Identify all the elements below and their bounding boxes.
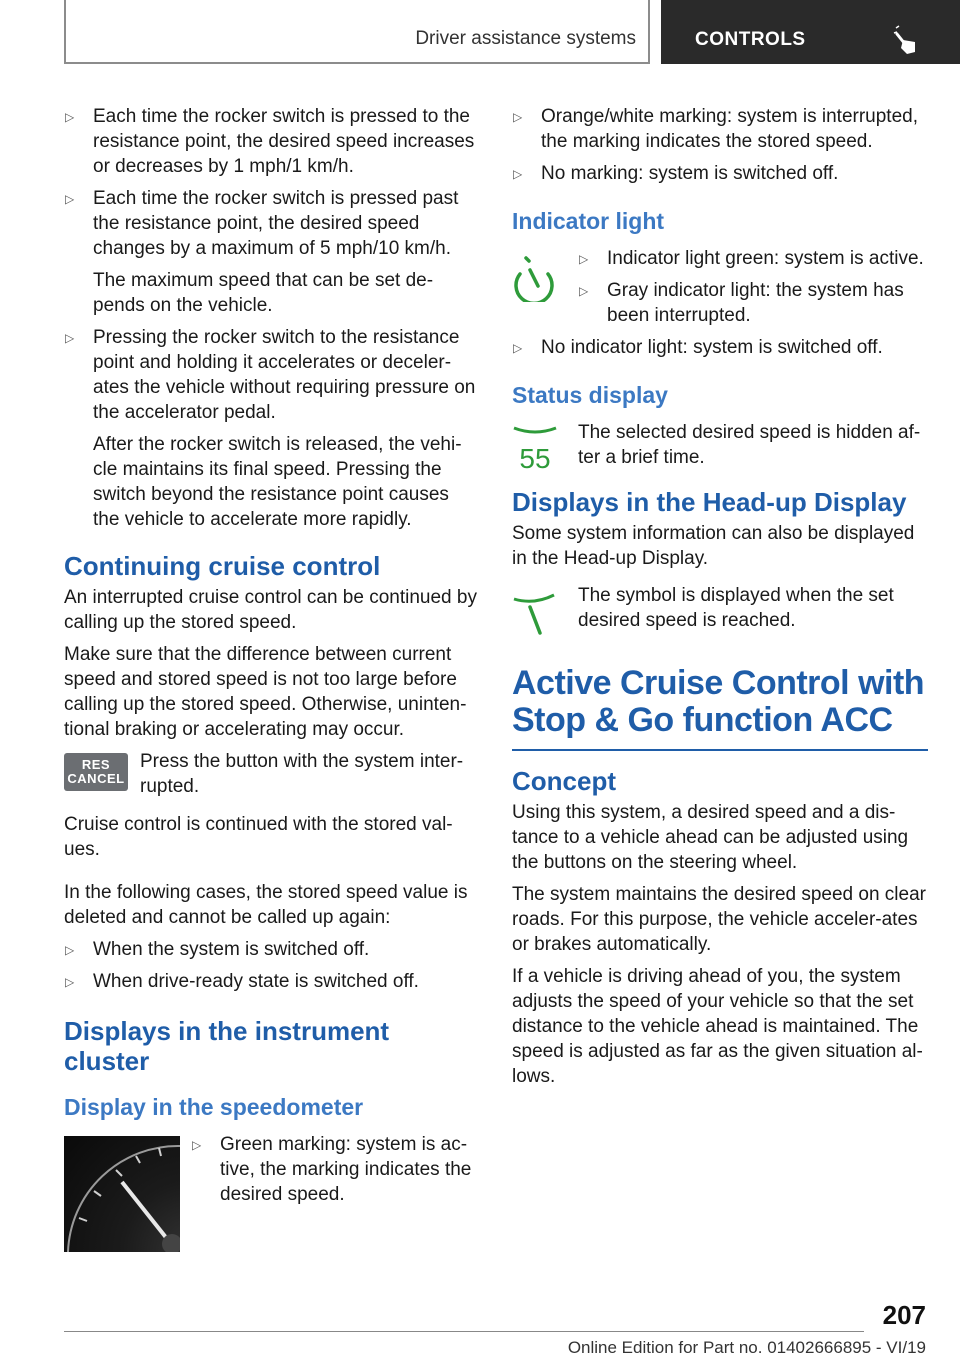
- heading-concept: Concept: [512, 766, 616, 796]
- heading-active-cruise-control-acc: Active Cruise Control with Stop & Go function ACC: [512, 665, 928, 751]
- page-number: 207: [882, 1300, 926, 1330]
- list-item: ▷ Each time the rocker switch is pressed past the resistance point, the desired speed changes by a maximum of 5 mph/10 km/h. The maximum speed that can be set de‐pends on the vehicle.: [64, 186, 480, 318]
- indicator-row: [512, 246, 928, 328]
- paragraph: The system maintains the desired speed on clear roads. For this purpose, the vehicle acceler‐ates or brakes automatically.: [512, 884, 926, 955]
- paragraph: The selected desired speed is hidden af‐ter a brief time.: [578, 422, 921, 468]
- rocker-switch-list: [64, 104, 480, 532]
- list-item: ▷ Pressing the rocker switch to the resistance point and holding it accelerates or deceler‐ates the vehicle without requiring pressure on the accelerator pedal. After the rocker switch is released, the vehi‐cle maintains its final speed. Pressing the switch beyond the resistance point causes the vehicle to accelerate more rapidly.: [64, 325, 480, 532]
- paragraph: If a vehicle is driving ahead of you, the system adjusts the speed of your vehicle so that the set distance to the vehicle ahead is maintained. The speed is adjusted as far as the given situation al‐lows.: [512, 966, 923, 1087]
- list-item: ▷ No marking: system is switched off.: [512, 161, 928, 186]
- list-item: ▷ Indicator light green: system is active.: [578, 246, 928, 271]
- list-item: ▷ When drive-ready state is switched off.: [64, 969, 480, 994]
- heading-display-speedometer: Display in the speedometer: [64, 1094, 364, 1120]
- deleted-conditions-list: [64, 937, 480, 994]
- chapter-title: CONTROLS: [695, 29, 806, 50]
- hud-symbol-row: [512, 583, 928, 639]
- heading-head-up-display: Displays in the Head-up Display: [512, 487, 907, 517]
- hud-cruise-icon: [512, 593, 556, 637]
- list-item-note: After the rocker switch is released, the vehi‐cle maintains its final speed. Pressing the switch beyond the resistance point causes the vehicle to accelerate more rapidly.: [93, 434, 462, 530]
- section-title: Driver assistance systems: [415, 28, 636, 49]
- status-speed-icon: [512, 426, 558, 473]
- status-arc-icon: [512, 426, 558, 440]
- paragraph: In the following cases, the stored speed value is deleted and cannot be called up again:: [64, 882, 468, 928]
- heading-status-display: Status display: [512, 382, 668, 408]
- heading-continuing-cruise-control: Continuing cruise control: [64, 551, 381, 581]
- right-column: [512, 104, 928, 1096]
- list-item: ▷ Each time the rocker switch is pressed to the resistance point, the desired speed increases or decreases by 1 mph/1 km/h.: [64, 104, 480, 179]
- status-row: [512, 420, 928, 472]
- list-item: ▷ No indicator light: system is switched off.: [512, 335, 928, 360]
- page-header: [64, 0, 960, 64]
- list-item: ▷ Green marking: system is ac‐tive, the marking indicates the desired speed.: [191, 1132, 480, 1207]
- status-speed-number: 55: [519, 443, 551, 474]
- edition-footer: Online Edition for Part no. 01402666895 - VI/19: [567, 1338, 926, 1357]
- heading-indicator-light: Indicator light: [512, 208, 665, 234]
- heading-displays-instrument-cluster: Displays in the instrument cluster: [64, 1016, 390, 1076]
- list-item: ▷ When the system is switched off.: [64, 937, 480, 962]
- cruise-indicator-icon: [512, 252, 556, 302]
- paragraph: Press the button with the system inter‐rupted.: [140, 751, 464, 797]
- left-column: [64, 104, 480, 1257]
- list-item-note: The maximum speed that can be set de‐pends on the vehicle.: [93, 270, 434, 316]
- paragraph: The symbol is displayed when the set desired speed is reached.: [578, 585, 894, 631]
- pointing-hand-icon: [893, 24, 919, 56]
- section-tab: [64, 0, 650, 64]
- speedometer-row: [64, 1132, 480, 1250]
- paragraph: Cruise control is continued with the stored val‐ues.: [64, 814, 453, 860]
- speedometer-image: [64, 1136, 180, 1252]
- list-item: ▷ Gray indicator light: the system has been interrupted.: [578, 278, 928, 328]
- marking-list: [512, 104, 928, 186]
- indicator-off-list: [512, 335, 928, 360]
- paragraph: Some system information can also be displayed in the Head-up Display.: [512, 523, 915, 569]
- speedometer-list: [191, 1132, 480, 1207]
- paragraph: An interrupted cruise control can be continued by calling up the stored speed.: [64, 587, 477, 633]
- paragraph: Make sure that the difference between current speed and stored speed is not too large before calling up the stored speed. Otherwise, uninten‐tional braking or accelerating may occur.: [64, 644, 467, 740]
- res-button-row: [64, 749, 480, 805]
- indicator-list: [578, 246, 928, 328]
- footer-divider: [64, 1331, 864, 1332]
- list-item: ▷ Orange/white marking: system is interrupted, the marking indicates the stored speed.: [512, 104, 928, 154]
- paragraph: Using this system, a desired speed and a dis‐tance to a vehicle ahead can be adjusted using the buttons on the steering wheel.: [512, 802, 909, 873]
- chapter-tab: [661, 0, 960, 64]
- res-cancel-button-icon: RES CANCEL: [64, 753, 128, 791]
